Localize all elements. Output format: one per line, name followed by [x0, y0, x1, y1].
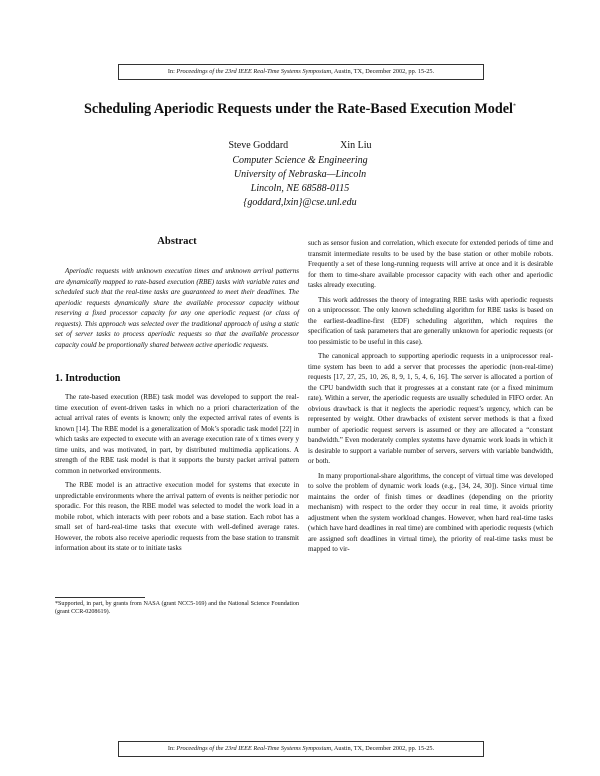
author-university: University of Nebraska—Lincoln	[233, 169, 367, 180]
banner-prefix: In:	[167, 68, 177, 75]
footnote: *Supported, in part, by grants from NASA (grant NCC5-169) and the National Science Foundation (grant CCR-0208619).	[55, 601, 299, 615]
body-paragraph: In many proportional-share algorithms, the concept of virtual time was developed to solve the problem of dynamic work loads (e.g., [34, 24, 30]). Since virtual time maintains the order of finish times or deadlines (depending on the priority mechanism) with respect to the order they occur in real time, it avoids priority adjustment when the system workload changes. However, when hard real-time tasks (which have hard deadlines in real time) are combined with aperiodic requests (which are assigned soft deadlines in virtual time), the priority of real-time tasks must be mapped to vir-	[308, 471, 553, 553]
body-paragraph: such as sensor fusion and correlation, which execute for extended periods of time and transmit intermediate results to be used by the base station or other mobile robots. Frequently a set of these long-running requests will arrive at once and it is desirable for them to time-share available processor capacity with each other and aperiodic tasks already executing.	[308, 239, 553, 289]
footnote-rule	[55, 597, 145, 598]
abstract-text: Aperiodic requests with unknown execution times and unknown arrival patterns are dynamically mapped to rate-based execution (RBE) tasks with variable rates and scheduled such that the real-time tasks are guaranteed to meet their deadlines. The aperiodic requests dynamically share the available processor capacity without reserving a fixed processor capacity for any one aperiodic request (or class of requests). This approach was selected over the traditional approach of using a static set of server tasks to process aperiodic requests so that the available processor capacity could be proportionally shared between active aperiodic requests.	[55, 267, 299, 349]
paper-title	[40, 101, 560, 118]
title-text: Scheduling Aperiodic Requests under the Rate-Based Execution Model	[84, 101, 513, 117]
banner-prefix: In:	[167, 745, 177, 752]
footer-banner	[118, 741, 484, 757]
author-name: Xin Liu	[340, 140, 372, 151]
banner-suffix: , Austin, TX, December 2002, pp. 15-25.	[331, 68, 435, 75]
left-column	[55, 236, 299, 554]
banner-venue: Proceedings of the 23rd IEEE Real-Time Systems Symposium	[176, 745, 332, 752]
author-department: Computer Science & Engineering	[232, 155, 368, 166]
author-name: Steve Goddard	[228, 140, 289, 151]
banner-suffix: , Austin, TX, December 2002, pp. 15-25.	[331, 745, 435, 752]
author-names	[100, 140, 500, 154]
body-paragraph: The canonical approach to supporting aperiodic requests in a uniprocessor real-time system has been to add a server that processes the aperiodic (non-real-time) requests [17, 27, 25, 10, 26, 8, 9, 1, 5, 4, 6, 16]. The server is allocated a portion of the CPU bandwidth such that it progresses at a constant rate (or a fixed minimum rate). Within a server, the aperiodic requests are usually scheduled in FIFO order. An obvious drawback is that it neglects the aperiodic request’s urgency, which can be represented by weight. Other drawbacks of existent server methods is that a fixed number of aperiodic request servers is assumed or they are allocated a “constant bandwidth.” Even moderately complex systems have dynamic work loads in which it is desirable to support a variable number of servers, servers with variable bandwidth, or both.	[308, 352, 553, 465]
banner-venue: Proceedings of the 23rd IEEE Real-Time Systems Symposium	[176, 68, 332, 75]
title-footnote-mark: *	[512, 103, 516, 110]
author-block	[100, 140, 500, 210]
right-column	[308, 238, 553, 555]
author-email: {goddard,lxin}@cse.unl.edu	[243, 197, 357, 208]
intro-paragraph: The RBE model is an attractive execution model for systems that execute in unpredictable environments where the arrival pattern of events is neither periodic nor sporadic. For this reason, the RBE model was selected to model the work load in a mobile robot, which interacts with peer robots and a base station. Each robot has a small set of hard-real-time tasks that execute with well-defined average rates. However, the robots also receive aperiodic requests from the base station to transmit information about its state or to initiate tasks	[55, 481, 299, 552]
intro-paragraph: The rate-based execution (RBE) task model was developed to support the real-time execution of event-driven tasks in which no a priori characterization of the actual arrival rates of events is known; only the expected arrival rates of events is known [14]. The RBE model is a generalization of Mok’s sporadic task model [22] in which tasks are expected to execute with an average execution rate of x times every y time units, and was motivated, in part, by distributed multimedia applications. A strength of the RBE task model is that it supports the bursty packet arrival pattern common in networked environments.	[55, 393, 299, 475]
section-heading: 1. Introduction	[55, 373, 121, 384]
body-paragraph: This work addresses the theory of integrating RBE tasks with aperiodic requests on a uniprocessor. The only known scheduling algorithm for RBE tasks is based on the earliest-deadline-first (EDF) scheduling algorithm, which requires the specification of task parameters that are generally unknown for aperiodic requests (or too pessimistic to be useful in this case).	[308, 295, 553, 346]
abstract-heading: Abstract	[157, 236, 197, 247]
author-address: Lincoln, NE 68588-0115	[250, 183, 350, 194]
header-banner	[118, 64, 484, 80]
